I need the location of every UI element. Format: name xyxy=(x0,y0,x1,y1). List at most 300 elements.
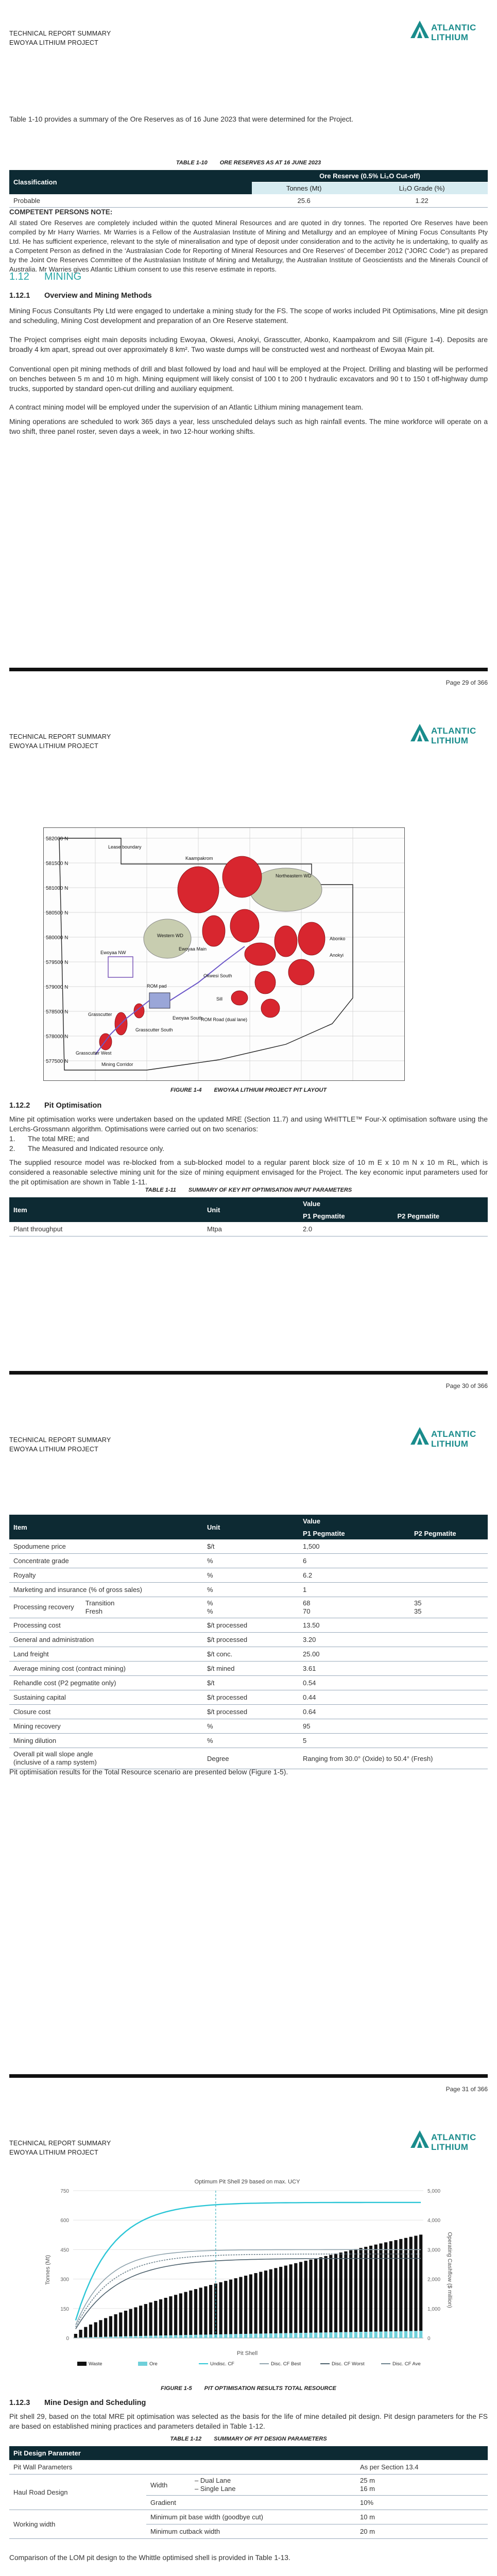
list-text: The total MRE; and xyxy=(28,1135,89,1143)
ore-bar xyxy=(164,2335,167,2338)
legend-label: Undisc. CF xyxy=(210,2361,234,2367)
pit-abonko xyxy=(298,922,325,955)
cell-unit: $/t xyxy=(203,1676,299,1690)
header-project-name: EWOYAA LITHIUM PROJECT xyxy=(9,2149,98,2156)
cell-item: Mining dilution xyxy=(9,1734,203,1748)
figure-1-4-caption xyxy=(0,1087,497,1093)
waste-bar xyxy=(374,2245,378,2332)
legend-swatch xyxy=(138,2362,147,2366)
ore-bar xyxy=(409,2331,413,2338)
waste-bar xyxy=(179,2293,182,2335)
cell-sub-fresh: Fresh xyxy=(85,1607,103,1615)
northing-label: 581500 N xyxy=(46,861,68,867)
y-tick-label: 300 xyxy=(60,2277,69,2283)
waste-bar xyxy=(164,2298,167,2335)
col-classification: Classification xyxy=(9,170,252,194)
ore-bar xyxy=(359,2332,362,2338)
chart-svg xyxy=(41,2172,453,2376)
ore-bar xyxy=(294,2333,297,2338)
ore-bar xyxy=(269,2333,272,2338)
header-project-name: EWOYAA LITHIUM PROJECT xyxy=(9,742,98,750)
disc-cf-ave-line xyxy=(76,2254,421,2327)
subsection-title: Mine Design and Scheduling xyxy=(44,2399,146,2407)
waste-bar xyxy=(124,2311,127,2336)
waste-bar xyxy=(219,2282,222,2334)
list-text: The Measured and Indicated resource only. xyxy=(28,1145,165,1153)
waste-bar xyxy=(154,2301,157,2336)
table-row xyxy=(9,2460,488,2475)
col-pit-design-parameter: Pit Design Parameter xyxy=(9,2446,488,2460)
subsection-number: 1.12.1 xyxy=(9,292,30,300)
map-label-okwesi: Okwesi South xyxy=(203,973,232,978)
cell-item: Plant throughput xyxy=(9,1222,203,1236)
paragraph: A contract mining model will be employed under the supervision of an Atlantic Lithium mining management team. xyxy=(9,403,364,411)
pit-optimisation-input-table-part2 xyxy=(9,1515,488,1769)
col-item: Item xyxy=(9,1515,203,1539)
ore-bar xyxy=(344,2332,347,2338)
cell-item: Royalty xyxy=(9,1568,203,1583)
ore-bar xyxy=(199,2335,202,2338)
caption-text: ORE RESERVES AS AT 16 JUNE 2023 xyxy=(219,160,321,166)
cell-value: 16 m xyxy=(360,2485,375,2493)
ore-bar xyxy=(339,2332,342,2338)
cell-unit: % xyxy=(203,1568,299,1583)
table-row xyxy=(9,1618,488,1633)
legend-label: Disc. CF Ave xyxy=(392,2361,421,2367)
ore-bar xyxy=(184,2335,187,2338)
cell-unit: % xyxy=(203,1554,299,1568)
cell-unit: $/t processed xyxy=(203,1690,299,1705)
northing-label: 579000 N xyxy=(46,985,68,990)
map-label-western-wd: Western WD xyxy=(157,933,183,938)
footer-bar xyxy=(9,1371,488,1375)
waste-bar xyxy=(109,2316,112,2337)
waste-bar xyxy=(204,2286,207,2335)
cell-unit: % xyxy=(207,1607,213,1615)
cell-item: Concentrate grade xyxy=(9,1554,203,1568)
page-header xyxy=(9,2139,111,2157)
table-row xyxy=(9,194,488,208)
waste-bar xyxy=(209,2285,212,2334)
ore-bar xyxy=(179,2335,182,2338)
pit-anokyi xyxy=(275,926,297,957)
ore-bar xyxy=(274,2333,277,2338)
y-axis-label: Tonnes (Mt) xyxy=(45,2255,51,2285)
waste-bar xyxy=(84,2327,87,2337)
waste-bar xyxy=(304,2261,307,2333)
header-report-title: TECHNICAL REPORT SUMMARY xyxy=(9,733,111,740)
table-row xyxy=(9,1554,488,1568)
cell-value: 6 xyxy=(299,1554,410,1568)
ore-bar xyxy=(169,2335,172,2338)
waste-bar xyxy=(119,2312,122,2336)
cell-item: Mining recovery xyxy=(9,1719,203,1734)
legend-label: Disc. CF Best xyxy=(271,2361,301,2367)
waste-bar xyxy=(379,2243,382,2331)
subsection-number: 1.12.2 xyxy=(9,1101,30,1110)
waste-bar xyxy=(149,2302,152,2336)
subsection-title: Overview and Mining Methods xyxy=(44,292,152,300)
waste-bar xyxy=(144,2304,147,2336)
y-tick-label: 600 xyxy=(60,2218,69,2224)
cell-value: 70 xyxy=(303,1607,311,1615)
paragraph: Comparison of the LOM pit design to the Whittle optimised shell is provided in Table 1-13. xyxy=(9,2554,290,2562)
map-label-mining-corridor: Mining Corridor xyxy=(101,1062,133,1067)
ore-bar xyxy=(319,2332,322,2338)
ore-bar xyxy=(364,2332,367,2338)
atlantic-lithium-logo xyxy=(409,20,487,46)
col-unit: Unit xyxy=(203,1197,299,1222)
competent-persons-note: All stated Ore Reserves are completely included within the quoted Mineral Resources and are quoted in dry tonnes. The reported Ore Reserves have been compiled by Mr Harry Warries. Mr Warries is a Fellow of the Australasian Institute of Mining and Metallurgy and an employee of Mining Focus Consultants Pty Ltd. He has sufficient experience, relevant to the style of mineralisation and type of deposit under consideration and to the activity he is undertaking, to qualify as a Competent Person as defined in the ‘Australasian Code for Reporting of Mineral Resources and Ore Reserves’ of December 2012 (“JORC Code”) as prepared by the Joint Ore Reserves Committee of the Australasian Institute of Mining and Metallurgy, the Australian Institute of Geoscientists and the Minerals Council of Australia. Mr Warries gives Atlantic Lithium consent to use this reserve estimate in reports. xyxy=(9,219,488,273)
pit-design-parameters-table xyxy=(9,2446,488,2539)
figure-1-5-caption xyxy=(0,2385,497,2392)
waste-bar xyxy=(384,2242,387,2331)
map-label-grasscutter-west: Grasscutter West xyxy=(76,1050,112,1056)
rom-pad xyxy=(149,993,170,1008)
waste-bar xyxy=(214,2283,217,2334)
cell-value: 6.2 xyxy=(299,1568,410,1583)
ore-bar xyxy=(139,2336,142,2338)
col-tonnes: Tonnes (Mt) xyxy=(252,182,356,195)
pit-optimisation-chart xyxy=(41,2172,453,2376)
pit-optimisation-input-table-part1 xyxy=(9,1197,488,1236)
waste-bar xyxy=(309,2260,312,2333)
ore-bar xyxy=(379,2332,382,2338)
ore-bar xyxy=(109,2336,112,2338)
waste-bar xyxy=(334,2253,337,2332)
western-waste-dump xyxy=(144,919,191,958)
waste-bar xyxy=(244,2276,247,2334)
waste-bar xyxy=(404,2238,407,2331)
waste-bar xyxy=(294,2263,297,2333)
cell-unit: % xyxy=(203,1583,299,1597)
table-row: Haul Road Design Width – Dual Lane – Single Lane 25 m 16 m xyxy=(9,2475,488,2496)
cell-value: 35 xyxy=(414,1599,422,1607)
map-label-ewoyaa-south: Ewoyaa South xyxy=(173,1015,203,1021)
atlantic-lithium-logo xyxy=(409,723,487,750)
ore-bar xyxy=(419,2331,422,2338)
header-project-name: EWOYAA LITHIUM PROJECT xyxy=(9,39,98,46)
waste-bar xyxy=(129,2309,132,2336)
waste-bar xyxy=(199,2287,202,2334)
waste-bar xyxy=(104,2318,107,2336)
table-row xyxy=(9,1662,488,1676)
paragraph: Conventional open pit mining methods of drill and blast followed by load and haul will be employed at the Project. Drilling and blasting will be performed on benches between 5 m and 10 m high. Mining equipment will likely consist of 100 t to 200 t hydraulic excavators and 90 t to 150 t off-highway dump trucks, supported by standard open-cut drilling and auxiliary equipment. xyxy=(9,365,488,393)
waste-bar xyxy=(264,2270,267,2333)
ore-bar xyxy=(159,2335,162,2338)
footer-bar xyxy=(9,2074,488,2078)
cell-value: 95 xyxy=(299,1719,410,1734)
cell-value: 10% xyxy=(356,2496,488,2510)
cell-item: Working width xyxy=(9,2510,146,2539)
ore-bar xyxy=(414,2331,417,2338)
logo-line-1: ATLANTIC xyxy=(431,2132,476,2142)
ore-bar xyxy=(229,2334,232,2338)
cell-value: 0.44 xyxy=(299,1690,410,1705)
waste-bar xyxy=(274,2268,277,2333)
cell-unit: $/t processed xyxy=(203,1633,299,1647)
y2-tick-label: 4,000 xyxy=(427,2218,441,2224)
ore-bar xyxy=(334,2332,337,2338)
northing-label: 582000 N xyxy=(46,836,68,842)
ore-bar xyxy=(224,2334,227,2338)
waste-bar xyxy=(269,2269,272,2333)
waste-bar xyxy=(94,2322,97,2337)
ore-bar xyxy=(124,2336,127,2338)
ore-bar xyxy=(104,2337,107,2338)
cell-unit: % xyxy=(203,1719,299,1734)
subsection-1-12-1-heading xyxy=(9,292,152,300)
waste-bar xyxy=(259,2272,262,2334)
table-row xyxy=(9,1647,488,1662)
pit-sill xyxy=(288,959,314,985)
northing-label: 578500 N xyxy=(46,1009,68,1015)
ore-bar xyxy=(374,2332,378,2338)
ore-bar xyxy=(194,2335,197,2338)
ore-bar xyxy=(99,2337,102,2338)
cell-item: General and administration xyxy=(9,1633,203,1647)
waste-bar xyxy=(79,2330,82,2337)
map-label-kaampakrom: Kaampakrom xyxy=(185,856,213,861)
scenario-list xyxy=(9,1134,164,1154)
table-row xyxy=(9,1734,488,1748)
cell-value: 20 m xyxy=(356,2524,488,2539)
footer-bar xyxy=(9,668,488,671)
paragraph: The Project comprises eight main deposits including Ewoyaa, Okwesi, Anokyi, Grasscutter, Abonko, Kaampakrom and Sill (Figure 1-4). Deposits are broadly 4 km apart, spread out over approximately 8 km². Two waste dumps will be constructed west and northeast of Ewoyaa Main pit. xyxy=(9,336,488,353)
y2-tick-label: 0 xyxy=(427,2336,431,2342)
ore-bar xyxy=(284,2333,287,2338)
legend-swatch xyxy=(77,2362,87,2366)
paragraph: Pit shell 29, based on the total MRE pit optimisation was selected as the basis for the life of mine detailed pit design. Pit design parameters for the FS are based on established mining practices and parameters detailed in Table 1-12. xyxy=(9,2413,488,2430)
table-row xyxy=(9,1568,488,1583)
ore-bar xyxy=(404,2331,407,2338)
col-p2: P2 Pegmatite xyxy=(410,1528,488,1539)
waste-bar xyxy=(229,2280,232,2334)
waste-bar xyxy=(339,2252,342,2332)
cell-item: Pit Wall Parameters xyxy=(9,2460,356,2475)
ore-bar xyxy=(244,2334,247,2338)
col-p1: P1 Pegmatite xyxy=(299,1210,393,1222)
pit-ewoyaa-east xyxy=(245,943,276,965)
ore-bar xyxy=(84,2337,87,2338)
cell-value: 35 xyxy=(414,1607,422,1615)
cell-value: 1,500 xyxy=(299,1539,410,1554)
y2-tick-label: 1,000 xyxy=(427,2306,441,2312)
map-label-lease: Lease boundary xyxy=(108,844,142,850)
ore-bar xyxy=(254,2334,257,2338)
section-title: MINING xyxy=(44,271,82,282)
pit-north xyxy=(222,856,262,897)
subsection-title: Pit Optimisation xyxy=(44,1101,102,1110)
waste-bar xyxy=(114,2314,117,2336)
atlantic-lithium-logo xyxy=(409,2129,487,2156)
waste-bar xyxy=(314,2258,317,2332)
caption-text: PIT OPTIMISATION RESULTS TOTAL RESOURCE xyxy=(204,2385,336,2392)
ore-bar xyxy=(399,2331,402,2338)
pit-layout-map xyxy=(43,827,405,1081)
col-p1: P1 Pegmatite xyxy=(299,1528,410,1539)
waste-bar xyxy=(254,2273,257,2334)
caption-text: EWOYAA LITHIUM PROJECT PIT LAYOUT xyxy=(214,1087,327,1093)
caption-number: TABLE 1-12 xyxy=(170,2436,202,2442)
map-label-grasscutter-south: Grasscutter South xyxy=(135,1027,173,1032)
cell-item: Rehandle cost (P2 pegmatite only) xyxy=(9,1676,203,1690)
waste-bar xyxy=(174,2295,177,2335)
table-row-slope xyxy=(9,1748,488,1769)
cell-item: Average mining cost (contract mining) xyxy=(9,1662,203,1676)
cell-unit: $/t conc. xyxy=(203,1647,299,1662)
header-report-title: TECHNICAL REPORT SUMMARY xyxy=(9,30,111,37)
waste-bar xyxy=(74,2334,77,2338)
cell-item: Processing cost xyxy=(9,1618,203,1633)
legend-label: Waste xyxy=(89,2361,102,2367)
col-value: Value xyxy=(299,1197,488,1210)
cell-unit: $/t xyxy=(203,1539,299,1554)
y2-tick-label: 5,000 xyxy=(427,2189,441,2194)
ore-bar xyxy=(129,2336,132,2338)
cell-dual-lane: Dual Lane xyxy=(200,2477,231,2484)
section-number: 1.12 xyxy=(9,271,29,282)
logo-line-2: LITHIUM xyxy=(431,2142,469,2152)
ore-bar xyxy=(189,2335,192,2338)
cell-sub-item: Minimum cutback width xyxy=(146,2524,356,2539)
northing-label: 581000 N xyxy=(46,886,68,891)
ore-bar xyxy=(259,2334,262,2338)
header-report-title: TECHNICAL REPORT SUMMARY xyxy=(9,1436,111,1444)
map-label-rom-pad: ROM pad xyxy=(147,984,167,989)
table-row xyxy=(9,1705,488,1719)
ore-bar xyxy=(384,2331,387,2338)
ore-bar xyxy=(209,2334,212,2338)
paragraph: The supplied resource model was re-blocked from a sub-blocked model to a regular parent block size of 10 m E x 10 m N x 10 m RL, which is considered a reasonable selective mining unit for the size of mining equipment envisaged for the Project. The key economic input parameters used for the pit optimisation are shown in Table 1-11. xyxy=(9,1159,488,1186)
cell-sub-item: Width xyxy=(146,2475,191,2496)
waste-bar xyxy=(409,2237,413,2331)
row-tonnes: 25.6 xyxy=(252,194,356,208)
ore-bar xyxy=(89,2337,92,2338)
notes-title: COMPETENT PERSONS NOTE: xyxy=(9,208,113,216)
waste-bar xyxy=(189,2291,192,2335)
ore-bar xyxy=(249,2334,252,2338)
ore-bar xyxy=(299,2333,302,2338)
northing-label: 579500 N xyxy=(46,960,68,965)
ore-bar xyxy=(304,2333,307,2338)
table-row-recovery xyxy=(9,1597,488,1618)
ore-bar xyxy=(349,2332,352,2338)
cell-value: 5 xyxy=(299,1734,410,1748)
col-p2: P2 Pegmatite xyxy=(393,1210,488,1222)
pit-okwesi xyxy=(255,971,276,994)
cell-item: Spodumene price xyxy=(9,1539,203,1554)
caption-text: SUMMARY OF PIT DESIGN PARAMETERS xyxy=(214,2436,327,2442)
page-number: Page 29 of 366 xyxy=(445,679,488,686)
waste-bar xyxy=(299,2262,302,2333)
cell-value: 0.54 xyxy=(299,1676,410,1690)
waste-bar xyxy=(399,2239,402,2331)
ore-bar xyxy=(389,2331,392,2338)
logo-triangle-icon xyxy=(409,1426,430,1447)
waste-bar xyxy=(329,2255,332,2332)
pit-ewoyaa-main-north xyxy=(202,916,225,946)
cell-item: Processing recovery xyxy=(13,1603,74,1611)
ore-bar xyxy=(154,2335,157,2338)
cell-value: 13.50 xyxy=(299,1618,410,1633)
cell-unit: Degree xyxy=(203,1748,299,1769)
page-header xyxy=(9,732,111,751)
col-unit: Unit xyxy=(203,1515,299,1539)
y2-axis-label: Operating Cashflow ($ million) xyxy=(447,2232,453,2308)
waste-bar xyxy=(169,2296,172,2335)
paragraph: Pit optimisation results for the Total Resource scenario are presented below (Figure 1-5). xyxy=(9,1768,288,1776)
cell-sub-item: Gradient xyxy=(146,2496,356,2510)
ore-bar xyxy=(324,2332,327,2338)
cell-value: 0.64 xyxy=(299,1705,410,1719)
table-row xyxy=(9,1539,488,1554)
logo-triangle-icon xyxy=(409,20,430,40)
waste-bar xyxy=(344,2251,347,2332)
ore-bar xyxy=(204,2335,207,2338)
waste-bar xyxy=(139,2306,142,2336)
cell-value: 10 m xyxy=(356,2510,488,2524)
legend-label: Disc. CF Worst xyxy=(332,2361,365,2367)
table-row xyxy=(9,1633,488,1647)
ore-bar xyxy=(134,2336,137,2338)
map-label-ewoyaa-main: Ewoyaa Main xyxy=(179,946,207,952)
cell-value: Ranging from 30.0° (Oxide) to 50.4° (Fresh) xyxy=(299,1748,488,1769)
waste-bar xyxy=(279,2267,282,2333)
logo-triangle-icon xyxy=(409,723,430,743)
list-item xyxy=(9,1134,164,1144)
cell-item: Marketing and insurance (% of gross sales) xyxy=(9,1583,203,1597)
paragraph: Mining Focus Consultants Pty Ltd were engaged to undertake a mining study for the FS. The scope of works included Pit Optimisations, Mine pit design and scheduling, Mining Cost development and preparation of an Ore Reserve statement. xyxy=(9,307,488,325)
atlantic-lithium-logo xyxy=(409,1426,487,1453)
waste-bar xyxy=(284,2266,287,2333)
ore-bar xyxy=(79,2337,82,2338)
col-group-ore-reserve: Ore Reserve (0.5% Li₂O Cut-off) xyxy=(252,170,488,182)
cell-item-note: (inclusive of a ramp system) xyxy=(13,1758,97,1766)
ore-bar xyxy=(239,2334,242,2338)
table-row xyxy=(9,1719,488,1734)
northing-label: 580000 N xyxy=(46,935,68,941)
paragraph: Mine pit optimisation works were undertaken based on the updated MRE (Section 11.7) and using WHITTLE™ Four-X optimisation software using the Lerchs-Grossmann algorithm. Optimisations were carried out on two scenarios: xyxy=(9,1115,488,1133)
logo-triangle-icon xyxy=(409,2129,430,2150)
y-tick-label: 0 xyxy=(66,2336,69,2342)
map-label-sill: Sill xyxy=(216,996,223,1002)
x-axis-label: Pit Shell xyxy=(236,2350,258,2357)
table-1-12-caption xyxy=(0,2436,497,2442)
waste-bar xyxy=(389,2241,392,2331)
waste-bar xyxy=(419,2234,422,2331)
list-item xyxy=(9,1144,164,1154)
waste-bar xyxy=(354,2249,357,2332)
table-row xyxy=(9,1583,488,1597)
waste-bar xyxy=(414,2236,417,2331)
map-label-grasscutter: Grasscutter xyxy=(88,1012,112,1017)
cell-item: Haul Road Design xyxy=(9,2475,146,2510)
list-number: 1. xyxy=(9,1135,15,1143)
cell-unit: $/t mined xyxy=(203,1662,299,1676)
cell-value: 1 xyxy=(299,1583,410,1597)
legend-label: Ore xyxy=(149,2361,158,2367)
logo-line-2: LITHIUM xyxy=(431,736,469,745)
caption-text: SUMMARY OF KEY PIT OPTIMISATION INPUT PARAMETERS xyxy=(188,1187,352,1193)
ore-bar xyxy=(219,2334,222,2338)
ore-bar xyxy=(369,2332,372,2338)
paragraph: Mining operations are scheduled to work 365 days a year, less unscheduled delays such as high rainfall events. The mine workforce will operate on a two shift, three panel roster, seven days a week, in two 12-hour working shifts. xyxy=(9,418,488,435)
list-number: 2. xyxy=(9,1145,15,1153)
caption-number: FIGURE 1-5 xyxy=(161,2385,192,2392)
col-value: Value xyxy=(299,1515,488,1528)
map-label-abonko: Abonko xyxy=(330,936,346,941)
